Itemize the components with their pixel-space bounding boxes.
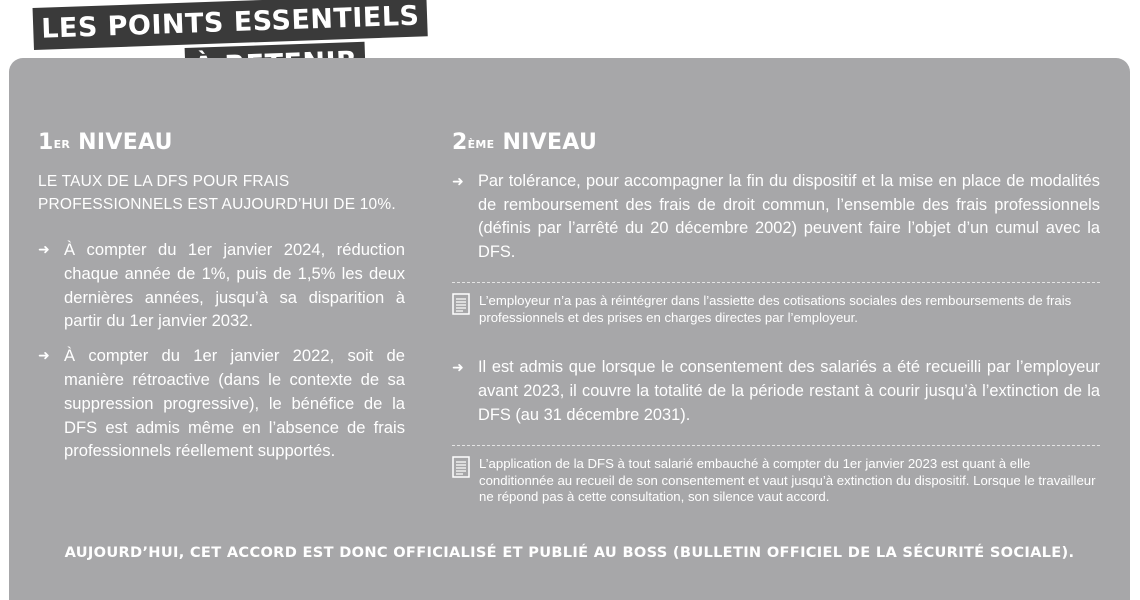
level-1-lead: LE TAUX DE LA DFS POUR FRAIS PROFESSIONNELS EST AUJOURD’HUI DE 10%. [38,173,396,213]
note-text: L’application de la DFS à tout salarié embauché à compter du 1er janvier 2023 est quant à elle conditionnée au recueil de son consentement et vaut jusqu’à extinction du dispositif. Lorsque le travailleur ne répond pas à cette consultation, son silence vaut accord. [479,456,1096,505]
level-1-bullet-1 [38,238,405,333]
level-2-column [452,128,1100,506]
bullet-text: Par tolérance, pour accompagner la fin du dispositif et la mise en place de modalités de remboursement des frais de droit commun, l’ensemble des frais professionnels (définis par l’arrêté du 20 décembre 2002) peuvent faire l’objet d’un cumul avec la DFS. [478,172,1100,261]
level-2-bullet-1 [452,170,1100,264]
arrow-right-icon: ➜ [38,347,50,364]
title-line-1: LES POINTS ESSENTIELS [33,0,429,50]
level-1-heading: 1ER NIVEAU [38,130,173,155]
level-2-note-2 [452,456,1100,506]
document-icon [452,293,479,320]
level-2-note-1 [452,293,1100,326]
divider [452,282,1100,283]
bullet-text: À compter du 1er janvier 2024, réduction chaque année de 1%, puis de 1,5% les deux dernières années, jusqu’à sa disparition à partir du 1er janvier 2032. [64,240,405,331]
arrow-right-icon: ➜ [452,173,464,189]
divider [452,445,1100,446]
footer-statement: AUJOURD’HUI, CET ACCORD EST DONC OFFICIALISÉ ET PUBLIÉ AU BOSS (BULLETIN OFFICIEL DE LA SÉCURITÉ SOCIALE). [64,544,1075,561]
level-1-column [38,128,405,474]
level-2-heading: 2ÈME NIVEAU [452,130,598,155]
document-icon [452,456,479,483]
bullet-text: Il est admis que lorsque le consentement des salariés a été recueilli par l’employeur avant 2023, il couvre la totalité de la période restant à courir jusqu’à l’extinction de la DFS (au 31 décembre 2031). [478,358,1100,424]
arrow-right-icon: ➜ [452,359,464,376]
arrow-right-icon: ➜ [38,241,50,257]
bullet-text: À compter du 1er janvier 2022, soit de manière rétroactive (dans le contexte de sa suppression progressive), le bénéfice de la DFS est admis même en l’absence de frais professionnels réellement supportés. [64,346,405,461]
level-2-bullet-2 [452,356,1100,427]
level-1-bullet-2 [38,344,405,463]
note-text: L’employeur n’a pas à réintégrer dans l’assiette des cotisations sociales des remboursements de frais professionnels et des prises en charges directes par l’employeur. [479,293,1072,325]
